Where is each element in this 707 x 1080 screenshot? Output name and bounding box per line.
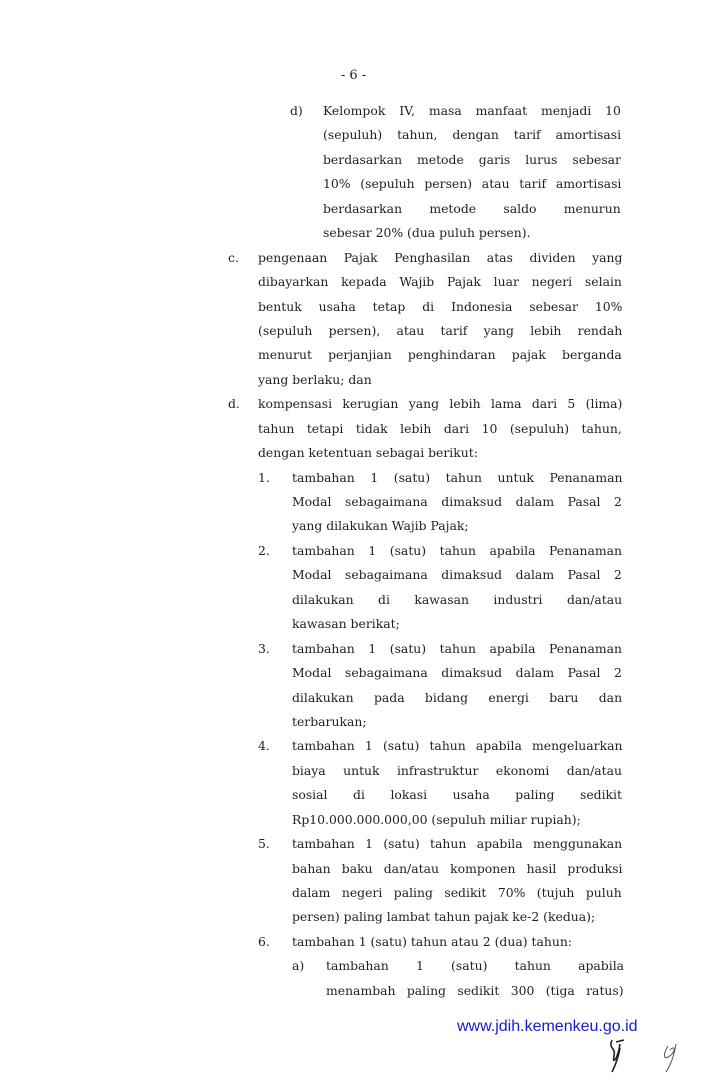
text-line [0,979,707,1003]
line-text: berdasarkan metode garis lurus sebesar [323,151,621,167]
list-marker: 1. [258,469,270,485]
line-text: menambah paling sedikit 300 (tiga ratus) [326,982,624,998]
text-line [0,221,707,245]
text-line [0,563,707,587]
text-line [0,710,707,734]
line-text: Rp10.000.000.000,00 (sepuluh miliar rupiah); [292,811,581,827]
text-line [0,368,707,392]
list-marker: 5. [258,836,270,852]
text-line [0,588,707,612]
text-line [0,319,707,343]
line-text: tambahan 1 (satu) tahun apabila [326,958,625,974]
line-text: dilakukan di kawasan industri dan/atau [292,591,623,607]
text-line [0,783,707,807]
footer-url-link[interactable]: www.jdih.kemenkeu.go.id [457,1018,638,1035]
line-text: tambahan 1 (satu) tahun atau 2 (dua) tahun: [292,933,572,949]
text-line [0,612,707,636]
line-text: dalam negeri paling sedikit 70% (tujuh puluh [292,885,622,900]
line-text: tambahan 1 (satu) tahun apabila Penanaman [292,640,622,656]
line-text: sebesar 20% (dua puluh persen). [323,225,531,241]
list-marker: d) [290,103,303,118]
text-line [0,930,707,954]
text-line [0,490,707,514]
line-text: sosial di lokasi usaha paling sedikit [292,787,623,803]
text-line [0,661,707,685]
line-text: Modal sebagaimana dimaksud dalam Pasal 2 [292,567,622,583]
text-line [0,857,707,881]
line-text: tahun tetapi tidak lebih dari 10 (sepuluh) tahun, [258,420,622,436]
line-text: dengan ketentuan sebagai berikut: [258,445,478,461]
line-text: tambahan 1 (satu) tahun apabila mengeluarkan [292,738,623,754]
text-line [0,441,707,465]
text-line [0,759,707,783]
text-line [0,832,707,856]
list-marker: 2. [258,542,270,558]
text-line [0,734,707,758]
line-text: persen) paling lambat tahun pajak ke-2 (kedua); [292,909,596,925]
list-marker: c. [228,249,239,265]
text-line [0,172,707,196]
line-text: kompensasi kerugian yang lebih lama dari 5 (lima) [258,396,623,412]
line-text: bentuk usaha tetap di Indonesia sebesar 10% [258,298,623,314]
list-marker: 6. [258,933,270,949]
line-text: terbarukan; [292,713,367,729]
line-text: tambahan 1 (satu) tahun apabila Penanaman [292,542,622,558]
line-text: dibayarkan kepada Wajib Pajak luar negeri selain [258,274,622,290]
text-line [0,392,707,416]
line-text: bahan baku dan/atau komponen hasil produksi [292,860,623,876]
line-text: tambahan 1 (satu) tahun apabila menggunakan [292,836,623,852]
text-line [0,123,707,147]
text-line [0,197,707,221]
text-line [0,295,707,319]
document-body [0,99,707,1003]
line-text: Kelompok IV, masa manfaat menjadi 10 [323,103,621,118]
text-line [0,954,707,978]
text-line [0,246,707,270]
text-line [0,270,707,294]
line-text: yang dilakukan Wajib Pajak; [292,518,469,534]
line-text: tambahan 1 (satu) tahun untuk Penanaman [292,469,623,485]
list-marker: a) [292,958,305,974]
text-line [0,514,707,538]
page-number: - 6 - [340,68,367,83]
text-line [0,808,707,832]
text-line [0,343,707,367]
text-line [0,686,707,710]
line-text: 10% (sepuluh persen) atau tarif amortisasi [323,176,622,192]
text-line [0,417,707,441]
line-text: pengenaan Pajak Penghasilan atas dividen yang [258,249,623,265]
text-line [0,905,707,929]
list-marker: 3. [258,640,270,656]
text-line [0,539,707,563]
list-marker: d. [228,396,240,412]
line-text: (sepuluh persen), atau tarif yang lebih rendah [258,322,623,338]
line-text: menurut perjanjian penghindaran pajak berganda [258,347,622,363]
line-text: Modal sebagaimana dimaksud dalam Pasal 2 [292,494,622,509]
line-text: biaya untuk infrastruktur ekonomi dan/atau [292,762,622,778]
line-text: (sepuluh) tahun, dengan tarif amortisasi [323,127,622,143]
text-line [0,148,707,172]
list-marker: 4. [258,738,270,754]
paraf-signatures-icon [590,1036,690,1076]
text-line [0,466,707,490]
line-text: berdasarkan metode saldo menurun [323,200,621,216]
text-line [0,637,707,661]
text-line [0,99,707,123]
line-text: dilakukan pada bidang energi baru dan [292,689,623,705]
line-text: Modal sebagaimana dimaksud dalam Pasal 2 [292,665,622,681]
line-text: kawasan berikat; [292,616,400,632]
text-line [0,881,707,905]
line-text: yang berlaku; dan [258,371,372,387]
